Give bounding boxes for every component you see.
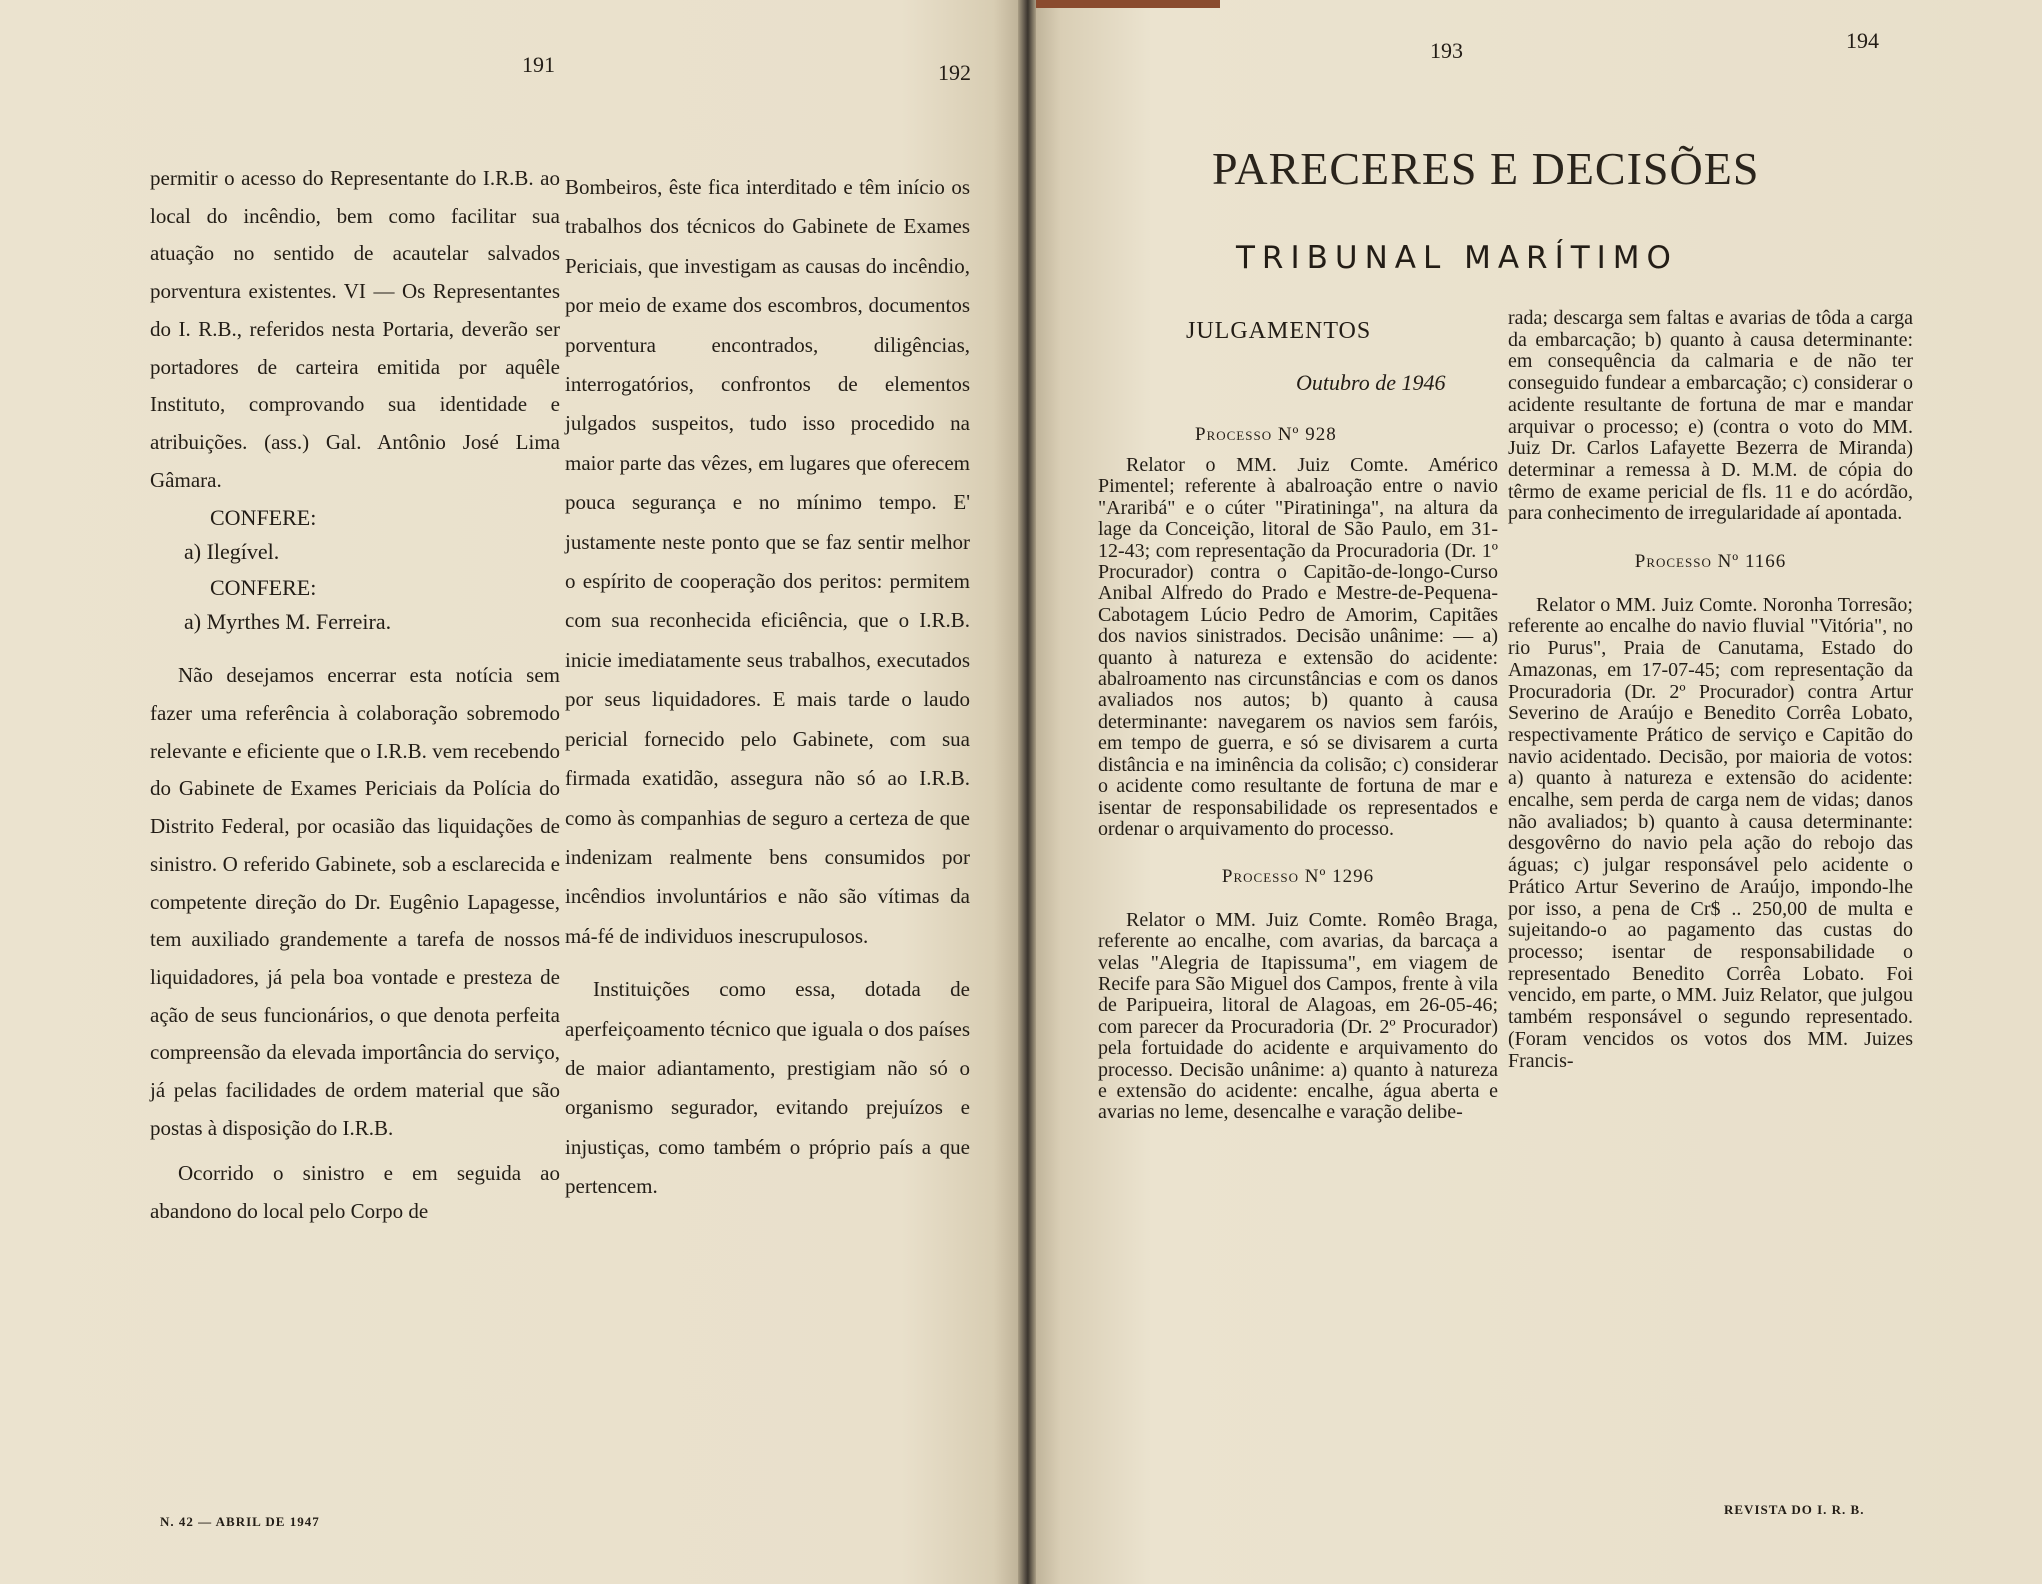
right-column-2 (1508, 308, 1913, 1072)
paragraph: Relator o MM. Juiz Comte. Noronha Torresão; referente ao encalhe do navio fluvial "Vitória", no rio Purus", Praia de Canutama, Estado do Amazonas, em 17-07-45; com representação da Procuradoria (Dr. 2º Procurador) contra Artur Severino de Araújo e Benedito Corrêa Lobato, respectivamente Prático de serviço e Capitão do navio acidentado. Decisão, por maioria de votos: a) quanto à natureza e extensão do acidente: encalhe, sem perda de carga nem de vidas; danos não avaliados; b) quanto à causa determinante: desgovêrno do navio pela ação do rebojo das águas; c) julgar responsável pelo acidente o Prático Artur Severino de Araújo, impondo-lhe por isso, a pena de Cr$ .. 250,00 de multa e sujeitando-o ao pagamento das custas do processo; isentar de responsabilidade o representado Benedito Corrêa Lobato. Foi vencido, em parte, o MM. Juiz Relator, que julgou também responsável o segundo representado. (Foram vencidos os votos dos MM. Juizes Francis- (1508, 593, 1913, 1072)
footer-issue: N. 42 — ABRIL DE 1947 (160, 1514, 320, 1529)
right-column-1 (1098, 455, 1498, 1124)
footer-journal: REVISTA DO I. R. B. (1724, 1502, 1865, 1517)
paragraph: Ocorrido o sinistro e em seguida ao abandono do local pelo Corpo de (150, 1161, 560, 1224)
page-number-192: 192 (938, 60, 971, 85)
confere-label: CONFERE: (210, 505, 317, 531)
process-title: Processo Nº 1296 (1221, 866, 1375, 888)
binding-tab (1030, 0, 1220, 8)
left-column-1 (150, 160, 560, 1231)
paragraph: permitir o acesso do Representante do I.R.B. ao local do incêndio, bem como facilitar sua atuação no sentido de acautelar salvados porventura existentes. VI — Os Representantes do I. R.B., referidos nesta Portaria, deverão ser portadores de carteira emitida por aquêle Instituto, comprovando sua identidade e atribuições. (ass.) Gal. Antônio José Lima Gâmara. (150, 166, 560, 492)
confere-label: CONFERE: (210, 575, 317, 601)
page-number-194: 194 (1846, 28, 1879, 53)
paragraph: Bombeiros, êste fica interditado e têm início os trabalhos dos técnicos do Gabinete de Exames Periciais, que investigam as causas do incêndio, por meio de exame dos escombros, documentos porventura encontrados, diligências, interrogatórios, confrontos de elementos julgados suspeitos, tudo isso procedido na maior parte das vêzes, em lugares que oferecem pouca segurança e no mínimo tempo. E' justamente neste ponto que se faz sentir melhor o espírito de cooperação dos peritos: permitem com sua reconhecida eficiência, que o I.R.B. inicie imediatamente seus trabalhos, executados por seus liquidadores. E mais tarde o laudo pericial fornecido pelo Gabinete, com sua firmada exatidão, assegura não só ao I.R.B. como às companhias de seguro a certeza de que indenizam realmente bens consumidos por incêndios involuntários e não são vítimas da má-fé de individuos inescrupulosos. (565, 175, 970, 948)
section-title: PARECERES E DECISÕES (1212, 143, 1760, 194)
book-gutter (1018, 0, 1036, 1584)
paragraph: Instituições como essa, dotada de aperfeiçoamento técnico que iguala o dos países de maior adiantamento, prestigiam não só o organismo segurador, evitando prejuízos e injustiças, como também o próprio país a que pertencem. (565, 977, 970, 1199)
paragraph: rada; descarga sem faltas e avarias de tôda a carga da embarcação; b) quanto à causa determinante: em consequência da calmaria e de não ter conseguido fundear a embarcação; c) considerar o acidente resultante de fortuna de mar e mandar arquivar o processo; e) (contra o voto do MM. Juiz Dr. Carlos Lafayette Bezerra de Miranda) determinar a remessa à D. M.M. de cópia do têrmo de exame pericial de fls. 11 e do acórdão, para conhecimento de irregularidade aí apontada. (1508, 307, 1913, 525)
signature-line: a) Myrthes M. Ferreira. (184, 609, 392, 635)
paragraph: Relator o MM. Juiz Comte. Américo Pimentel; referente à abalroação entre o navio "Araribá" e o cúter "Piratininga", na altura da lage da Conceição, litoral de São Paulo, em 31-12-43; com representação da Procuradoria (Dr. 1º Procurador) contra o Capitão-de-longo-Curso Anibal Alfredo do Prado e Mestre-de-Pequena-Cabotagem Lúcio Pedro de Amorim, Capitães dos navios sinistrados. Decisão unânime: — a) quanto à natureza e extensão do acidente: abalroamento nas circunstâncias e com os danos avaliados nos autos; b) quanto à causa determinante: navegarem os navios sem faróis, em tempo de guerra, e só se divisarem a curta distância e na iminência da colisão; c) considerar o acidente como resultante de fortuna de mar e isentar de responsabilidade os representados e ordenar o arquivamento do processo. (1098, 454, 1498, 840)
page-number-191: 191 (522, 52, 555, 77)
tribunal-heading: TRIBUNAL MARÍTIMO (1236, 240, 1678, 276)
process-title: Processo Nº 1166 (1634, 551, 1787, 573)
paragraph: Relator o MM. Juiz Comte. Romêo Braga, referente ao encalhe, com avarias, da barcaça a velas "Alegria de Itapissuma", em viagem de Recife para São Miguel dos Campos, frente à vila de Paripueira, litoral de Alagoas, em 26-05-46; com parecer da Procuradoria (Dr. 2º Procurador) pela fortuidade do acidente e arquivamento do processo. Decisão unânime: a) quanto à natureza e extensão do acidente: encalhe, água aberta e avarias no leme, desencalhe e varação delibe- (1098, 908, 1498, 1124)
julgamentos-heading: JULGAMENTOS (1186, 318, 1372, 344)
signature-line: a) Ilegível. (184, 539, 280, 565)
left-column-2 (565, 168, 970, 1207)
date-heading: Outubro de 1946 (1296, 370, 1446, 395)
paragraph: Não desejamos encerrar esta notícia sem fazer uma referência à colaboração sobremodo relevante e eficiente que o I.R.B. vem recebendo do Gabinete de Exames Periciais da Polícia do Distrito Federal, por ocasião das liquidações de sinistro. O referido Gabinete, sob a esclarecida e competente direção do Dr. Eugênio Lapagesse, tem auxiliado grandemente a tarefa de nossos liquidadores, já pela boa vontade e presteza de ação de seus funcionários, o que denota perfeita compreensão da elevada importância do serviço, já pelas facilidades de ordem material que são postas à disposição do I.R.B. (150, 663, 560, 1140)
page-number-193: 193 (1430, 38, 1463, 63)
process-title: Processo Nº 928 (1195, 424, 1337, 445)
